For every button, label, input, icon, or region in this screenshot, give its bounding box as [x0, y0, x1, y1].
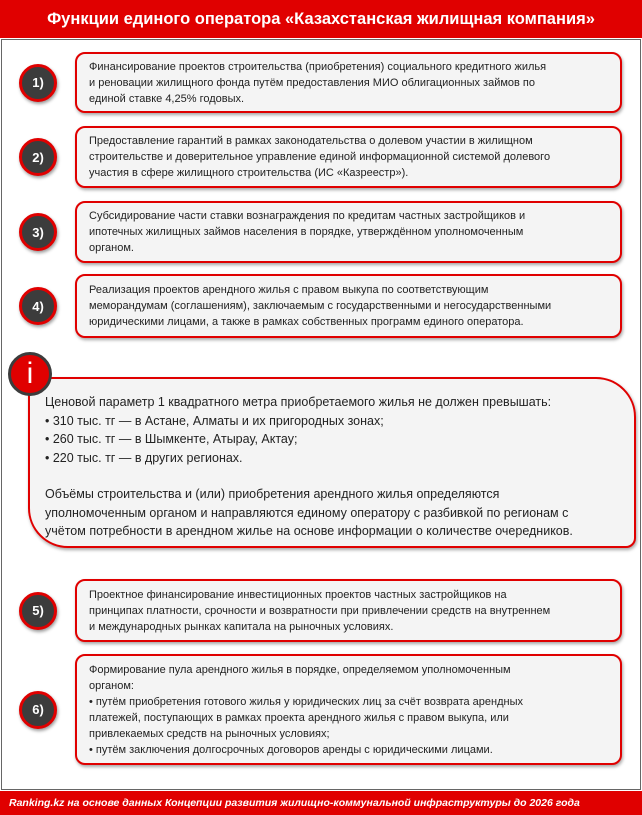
- card-text-line: строительстве и доверительное управление единой информационной системой долевого: [89, 151, 551, 163]
- item-number-badge: 2): [19, 138, 57, 176]
- item-number-badge: 5): [19, 592, 57, 630]
- card-text-line: меморандумам (соглашениям), заключаемым с государственными и негосударственными: [89, 300, 552, 312]
- page-title: Функции единого оператора «Казахстанская жилищная компания»: [0, 0, 642, 38]
- card-text-line: органом.: [89, 242, 134, 254]
- info-para-line: учётом потребности в арендном жилье на основе информации о количестве очередников.: [45, 524, 573, 538]
- function-card: [75, 274, 622, 338]
- function-card: [75, 126, 622, 188]
- card-text-line: Формирование пула арендного жилья в порядке, определяемом уполномоченным: [89, 663, 511, 676]
- card-text-line: и международных рынках капитала на рыночных условиях.: [89, 620, 394, 633]
- info-icon: i: [8, 352, 52, 396]
- card-text-line: ипотечных жилищных займов населения в порядке, утверждённом уполномоченным: [89, 226, 524, 238]
- card-text-line: юридическими лицами, а также в рамках собственных программ единого оператора.: [89, 316, 524, 328]
- card-text-line: привлекаемых средств на рыночных условиях;: [89, 727, 330, 740]
- info-para-line: уполномоченным органом и направляются единому оператору с разбивкой по регионам с: [45, 505, 569, 520]
- info-para-line: Объёмы строительства и (или) приобретения арендного жилья определяются: [45, 487, 500, 501]
- card-text-line: • путём приобретения готового жилья у юридических лиц за счёт возврата арендных: [89, 695, 523, 708]
- card-text-line: Финансирование проектов строительства (приобретения) социального кредитного жилья: [89, 60, 547, 73]
- source-footer: Ranking.kz на основе данных Концепции развития жилищно-коммунальной инфраструктуры до 2026 года: [0, 791, 642, 815]
- info-box: [28, 377, 636, 548]
- item-number-badge: 3): [19, 213, 57, 251]
- info-bullet: • 310 тыс. тг — в Астане, Алматы и их пригородных зонах;: [45, 413, 384, 428]
- card-text-line: Проектное финансирование инвестиционных проектов частных застройщиков на: [89, 588, 507, 601]
- card-text-line: Предоставление гарантий в рамках законодательства о долевом участии в жилищном: [89, 135, 533, 147]
- function-card: [75, 579, 622, 642]
- info-intro: Ценовой параметр 1 квадратного метра приобретаемого жилья не должен превышать:: [45, 395, 552, 409]
- function-card: [75, 52, 622, 113]
- card-text-line: единой ставке 4,25% годовых.: [89, 92, 245, 105]
- card-text-line: и реновации жилищного фонда путём предоставления МИО облигационных займов по: [89, 76, 535, 89]
- info-bullet: • 220 тыс. тг — в других регионах.: [45, 450, 243, 465]
- card-text-line: участия в сфере жилищного строительства (ИС «Казреестр»).: [89, 167, 409, 179]
- card-text-line: Реализация проектов арендного жилья с правом выкупа по соответствующим: [89, 284, 489, 296]
- card-text-line: Субсидирование части ставки вознаграждения по кредитам частных застройщиков и: [89, 210, 526, 222]
- card-text-line: платежей, поступающих в рамках проекта арендного жилья с правом выкупа, или: [89, 711, 509, 724]
- card-text-line: принципах платности, срочности и возвратности при привлечении средств на внутреннем: [89, 604, 551, 617]
- card-text-line: органом:: [89, 679, 134, 692]
- item-number-badge: 6): [19, 691, 57, 729]
- item-number-badge: 4): [19, 287, 57, 325]
- info-bullet: • 260 тыс. тг — в Шымкенте, Атырау, Актау;: [45, 432, 298, 446]
- function-card: [75, 201, 622, 263]
- item-number-badge: 1): [19, 64, 57, 102]
- card-text-line: • путём заключения долгосрочных договоров аренды с юридическими лицами.: [89, 743, 493, 756]
- function-card: [75, 654, 622, 765]
